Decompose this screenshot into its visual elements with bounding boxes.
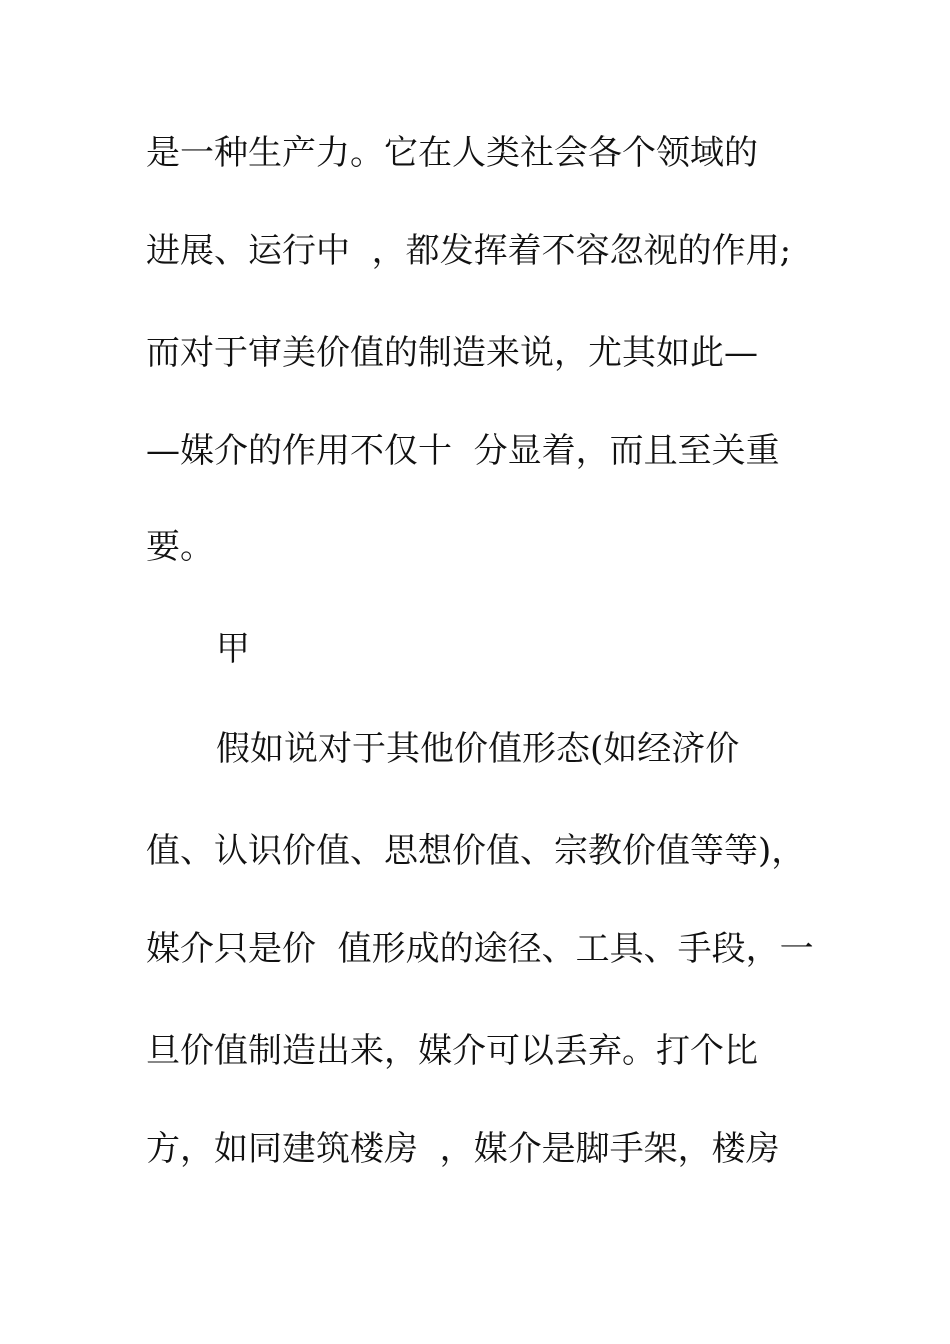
text-line: 值、认识价值、思想价值、宗教价值等等)， [146, 831, 806, 871]
text-line: 而对于审美价值的制造来说，尤其如此— [146, 333, 758, 373]
text-line: 进展、运行中 ，都发挥着不容忽视的作用; [146, 231, 792, 271]
text-line: 媒介只是价 值形成的途径、工具、手段，一 [146, 929, 814, 969]
paragraph-first-line: 假如说对于其他价值形态(如经济价 [216, 729, 740, 769]
section-heading: 甲 [216, 629, 250, 669]
text-line: 要。 [146, 527, 214, 567]
text-line: —媒介的作用不仅十 分显着，而且至关重 [146, 431, 780, 471]
text-line: 是一种生产力。它在人类社会各个领域的 [146, 133, 758, 173]
text-line: 旦价值制造出来，媒介可以丢弃。打个比 [146, 1031, 758, 1071]
text-line: 方，如同建筑楼房 ，媒介是脚手架，楼房 [146, 1129, 780, 1169]
